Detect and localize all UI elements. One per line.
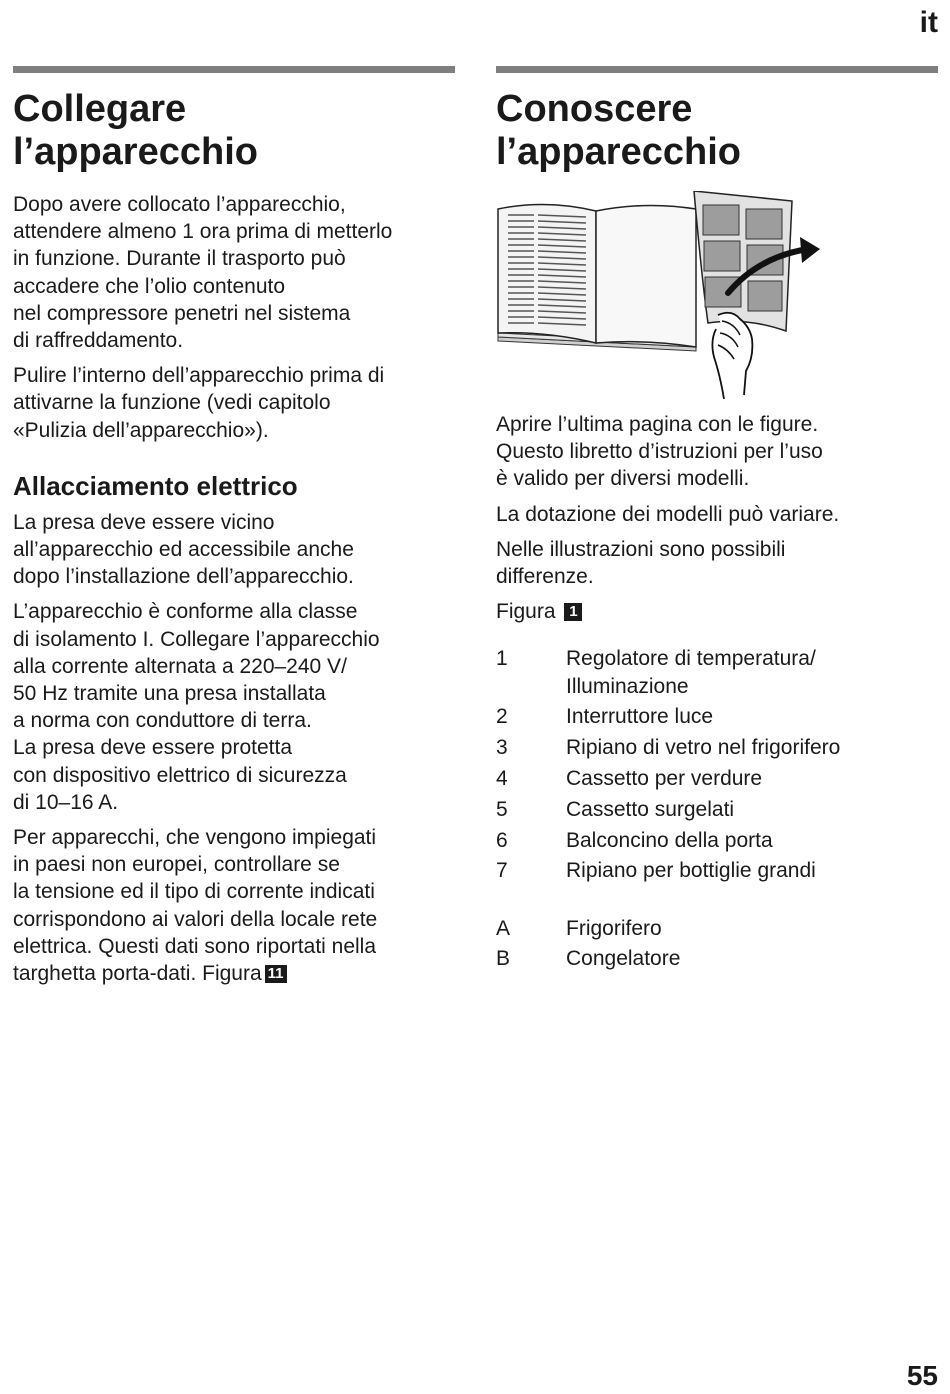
section-title-know: Conoscere l’apparecchio [496, 88, 741, 173]
paragraph-open-last-page: Aprire l’ultima pagina con le figure. Questo libretto d’istruzioni per l’uso è valido per diversi modelli. [496, 413, 823, 491]
right-column [496, 66, 938, 976]
legend-item [496, 945, 938, 972]
legend-text: Congelatore [566, 947, 681, 971]
paragraph-differences: Nelle illustrazioni sono possibili differenze. [496, 537, 786, 589]
figure-badge: 1 [564, 603, 582, 621]
legend-key: 3 [496, 736, 508, 760]
figure-badge: 11 [265, 965, 287, 983]
section-rule [13, 66, 455, 73]
paragraph-equipment-varies: La dotazione dei modelli può variare. [496, 502, 840, 526]
legend-text: Ripiano per bottiglie grandi [566, 859, 816, 883]
paragraph-socket: La presa deve essere vicino all’apparecchio ed accessibile anche dopo l’installazione dell’apparecchio. [13, 510, 354, 589]
open-manual-illustration [496, 191, 826, 401]
legend-numbers [496, 645, 938, 884]
legend-letters [496, 915, 938, 973]
legend-text: Interruttore luce [566, 705, 714, 729]
page-number: 55 [906, 1360, 938, 1391]
legend-text: Regolatore di temperatura/ Illuminazione [566, 647, 816, 698]
legend-item [496, 915, 938, 942]
legend-item [496, 857, 938, 884]
legend-key: 5 [496, 797, 508, 821]
subheading-electrical: Allacciamento elettrico [13, 470, 298, 501]
legend-key: B [496, 947, 511, 971]
paragraph-wait: Dopo avere collocato l’apparecchio, attendere almeno 1 ora prima di metterlo in funzione. Durante il trasporto può accadere che l’olio contenuto nel compressore penetri nel sistema di raffreddamento. [13, 193, 393, 353]
legend-key: 1 [496, 647, 508, 671]
legend-item [496, 645, 938, 699]
legend-key: 7 [496, 859, 508, 883]
legend-key: A [496, 916, 511, 940]
paragraph-insulation: L’apparecchio è conforme alla classe di isolamento I. Collegare l’apparecchio alla corrente alternata a 220–240 V/ 50 Hz tramite una presa installata a norma con conduttore di terra. La presa deve essere protetta con dispositivo elettrico di sicurezza di 10–16 A. [13, 600, 380, 814]
section-rule [496, 66, 938, 73]
legend-key: 6 [496, 828, 508, 852]
paragraph-voltage-text: Per apparecchi, che vengono impiegati in paesi non europei, controllare se la tensione ed il tipo di corrente indicati corrispondono ai valori della locale rete elettrica. Questi dati sono riportati nella targhetta porta-dati. Figura [13, 826, 378, 986]
figure-reference [496, 598, 938, 625]
paragraph-voltage [13, 824, 455, 987]
legend-item [496, 827, 938, 854]
legend-item [496, 796, 938, 823]
legend-item [496, 734, 938, 761]
legend-text: Cassetto surgelati [566, 797, 735, 821]
legend-text: Balconcino della porta [566, 828, 773, 852]
left-column [13, 66, 455, 995]
legend-key: 2 [496, 705, 508, 729]
legend-item [496, 765, 938, 792]
legend-text: Cassetto per verdure [566, 767, 763, 791]
figure-label: Figura [496, 600, 556, 624]
section-title-connect: Collegare l’apparecchio [13, 88, 258, 173]
legend-item [496, 703, 938, 730]
legend-key: 4 [496, 767, 508, 791]
legend-text: Frigorifero [566, 916, 662, 940]
paragraph-clean: Pulire l’interno dell’apparecchio prima di attivarne la funzione (vedi capitolo «Pulizia dell’apparecchio»). [13, 364, 385, 442]
legend-text: Ripiano di vetro nel frigorifero [566, 736, 841, 760]
language-code: it [919, 6, 938, 39]
